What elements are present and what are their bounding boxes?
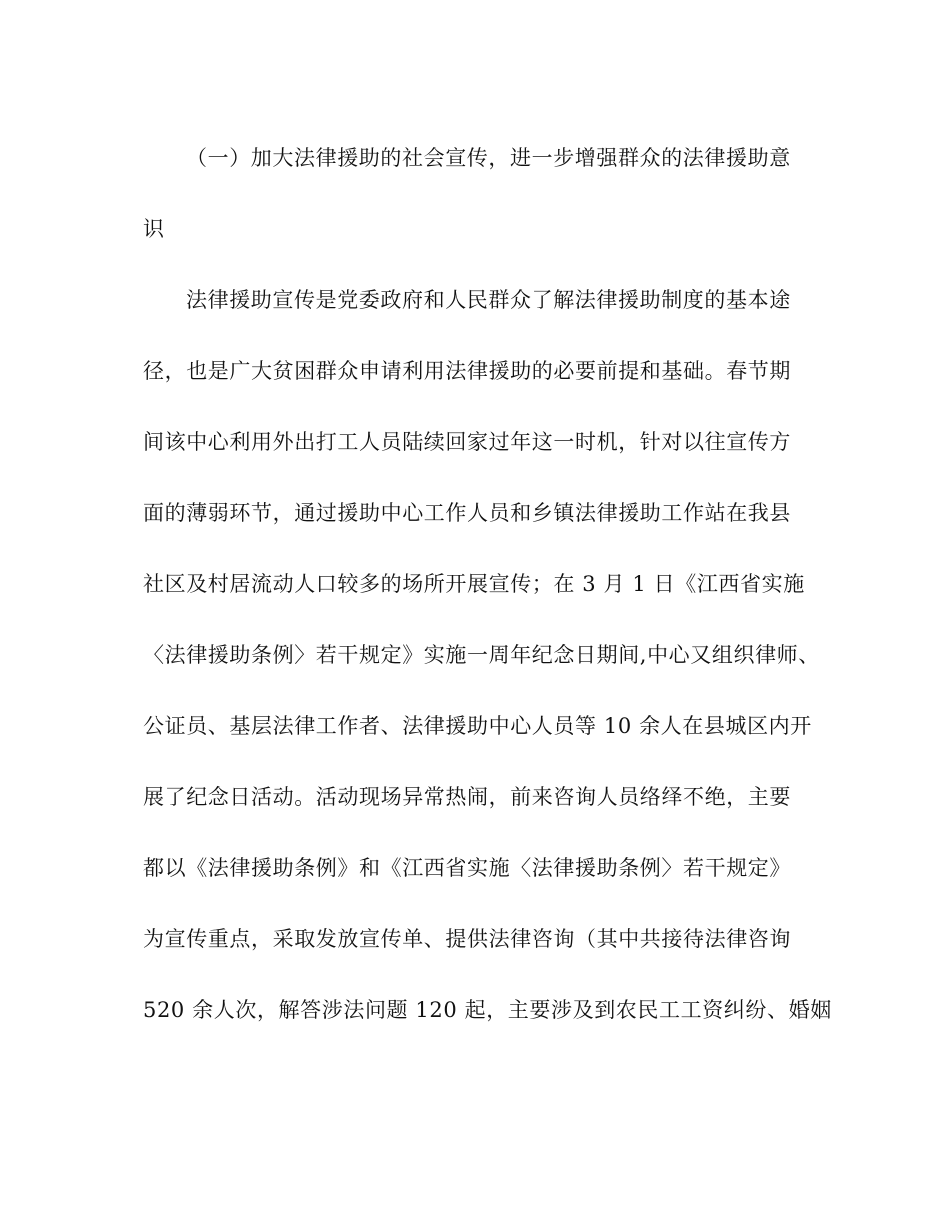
paragraph-line: 520 余人次，解答涉法问题 120 起，主要涉及到农民工工资纠纷、婚姻 [143, 998, 832, 1022]
paragraph-line: 〈法律援助条例〉若干规定》实施一周年纪念日期间,中心又组织律师、 [143, 643, 820, 667]
paragraph-line: 面的薄弱环节，通过援助中心工作人员和乡镇法律援助工作站在我县 [143, 501, 791, 525]
paragraph-line: 都以《法律援助条例》和《江西省实施〈法律援助条例〉若干规定》 [143, 856, 791, 880]
paragraph-line: 间该中心利用外出打工人员陆续回家过年这一时机，针对以往宣传方 [143, 430, 791, 454]
section-heading-line-1: （一）加大法律援助的社会宣传，进一步增强群众的法律援助意 [186, 146, 791, 170]
paragraph-line: 社区及村居流动人口较多的场所开展宣传；在 3 月 1 日《江西省实施 [143, 572, 805, 596]
paragraph-line: 公证员、基层法律工作者、法律援助中心人员等 10 余人在县城区内开 [143, 714, 812, 738]
paragraph-line: 径，也是广大贫困群众申请利用法律援助的必要前提和基础。春节期 [143, 359, 791, 383]
paragraph-line: 展了纪念日活动。活动现场异常热闹，前来咨询人员络绎不绝，主要 [143, 785, 791, 809]
paragraph-line: 为宣传重点，采取发放宣传单、提供法律咨询（其中共接待法律咨询 [143, 927, 791, 951]
paragraph-line: 法律援助宣传是党委政府和人民群众了解法律援助制度的基本途 [186, 288, 791, 312]
section-heading-line-2: 识 [143, 217, 165, 241]
